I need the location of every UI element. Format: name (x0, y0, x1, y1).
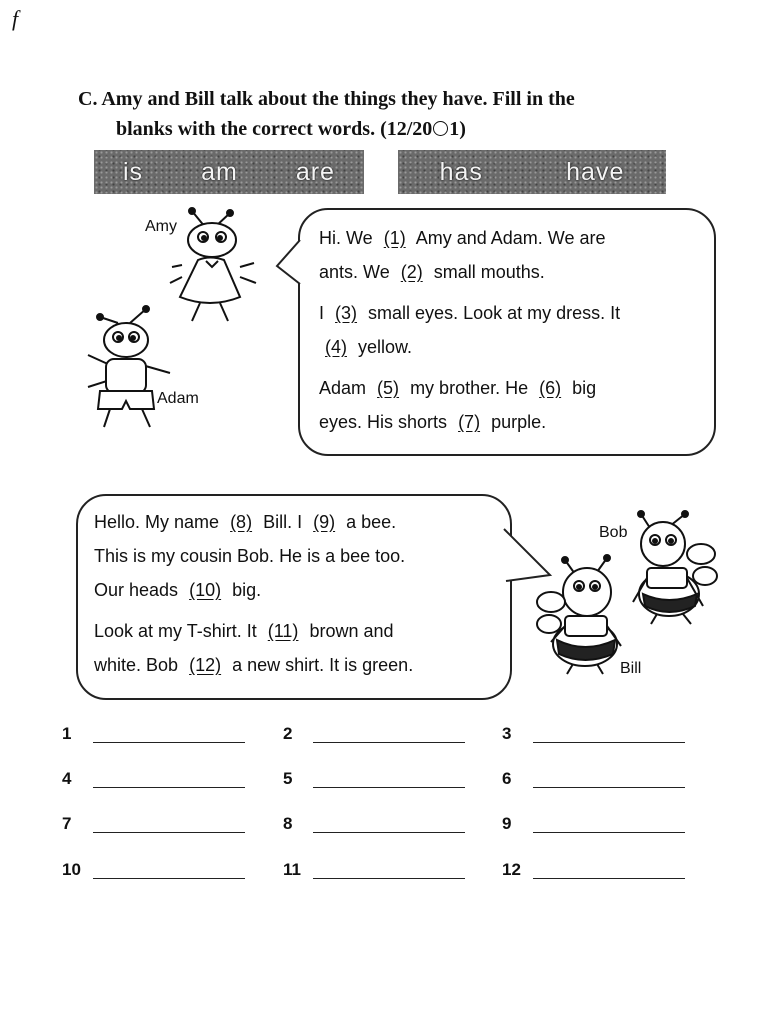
answer-label-5: 5 (283, 769, 293, 788)
answer-line-3[interactable] (533, 742, 685, 743)
word-is: is (123, 157, 144, 186)
exercise-title (78, 84, 718, 144)
title-line-2: blanks with the correct words. (12/20 1) (116, 118, 466, 140)
bubble-1-text (319, 221, 704, 439)
bubble-1-line-5: Adam (5) my brother. He (6) big (319, 378, 597, 398)
answer-label-8: 8 (283, 814, 293, 833)
answer-line-8[interactable] (313, 832, 465, 833)
answer-label-4: 4 (62, 769, 72, 788)
word-am: am (201, 157, 238, 186)
blank-9: (9) (313, 512, 336, 532)
bubble-1-line-2: ants. We (2) small mouths. (319, 262, 545, 282)
answer-label-1: 1 (62, 724, 72, 743)
bubble-2-line-4: Look at my T-shirt. It (11) brown and (94, 621, 394, 641)
blank-11: (11) (267, 621, 299, 641)
answer-label-11: 11 (283, 860, 301, 879)
bubble-2-line-3: Our heads (10) big. (94, 580, 262, 600)
answer-line-4[interactable] (93, 787, 245, 788)
blank-7: (7) (458, 412, 481, 432)
bees-illustration (535, 510, 725, 680)
blank-3: (3) (335, 303, 358, 323)
answer-label-10: 10 (62, 860, 81, 879)
answer-line-12[interactable] (533, 878, 685, 879)
word-have: have (566, 157, 625, 186)
bubble-2-text (94, 505, 504, 682)
answer-line-5[interactable] (313, 787, 465, 788)
bubble-1-line-6: eyes. His shorts (7) purple. (319, 412, 547, 432)
word-has: has (439, 157, 483, 186)
answer-line-7[interactable] (93, 832, 245, 833)
adam-label: Adam (157, 390, 199, 407)
bubble-2-line-2: This is my cousin Bob. He is a bee too. (94, 546, 406, 566)
amy-label: Amy (145, 218, 177, 235)
circle-mark-icon (433, 121, 448, 136)
word-are: are (295, 157, 335, 186)
title-line-1: C. Amy and Bill talk about the things they have. Fill in the (78, 88, 575, 110)
blank-12: (12) (189, 655, 222, 675)
blank-4: (4) (325, 337, 347, 357)
blank-1: (1) (383, 228, 406, 248)
bill-bee-icon (537, 555, 621, 674)
answer-label-3: 3 (502, 724, 512, 743)
corner-mark: f (12, 6, 19, 31)
blank-2: (2) (400, 262, 423, 282)
answer-line-9[interactable] (533, 832, 685, 833)
bubble-1-pointer (275, 238, 305, 288)
answer-line-2[interactable] (313, 742, 465, 743)
answer-line-11[interactable] (313, 878, 465, 879)
blank-8: (8) (230, 512, 253, 532)
bubble-1-line-1: Hi. We (1) Amy and Adam. We are (319, 228, 606, 248)
answer-line-1[interactable] (93, 742, 245, 743)
word-bank-have (398, 150, 666, 194)
bob-label: Bob (599, 524, 628, 541)
answer-label-12: 12 (502, 860, 521, 879)
bubble-2-line-5: white. Bob (12) a new shirt. It is green. (94, 655, 414, 675)
answer-label-9: 9 (502, 814, 512, 833)
adam-ant-icon (88, 306, 170, 427)
bubble-1-line-3: I (3) small eyes. Look at my dress. It (319, 303, 621, 323)
answer-label-6: 6 (502, 769, 512, 788)
blank-6: (6) (539, 378, 562, 398)
bob-bee-icon (633, 511, 717, 624)
bill-label: Bill (620, 660, 642, 677)
blank-5: (5) (377, 378, 400, 398)
bubble-2-line-1: Hello. My name (8) Bill. I (9) a bee. (94, 512, 397, 532)
answer-line-10[interactable] (93, 878, 245, 879)
blank-10: (10) (189, 580, 222, 600)
answer-label-2: 2 (283, 724, 293, 743)
amy-ant-icon (170, 208, 256, 321)
bubble-1-line-4: (4) yellow. (319, 330, 704, 364)
answer-label-7: 7 (62, 814, 72, 833)
answer-line-6[interactable] (533, 787, 685, 788)
word-bank-be (94, 150, 364, 194)
